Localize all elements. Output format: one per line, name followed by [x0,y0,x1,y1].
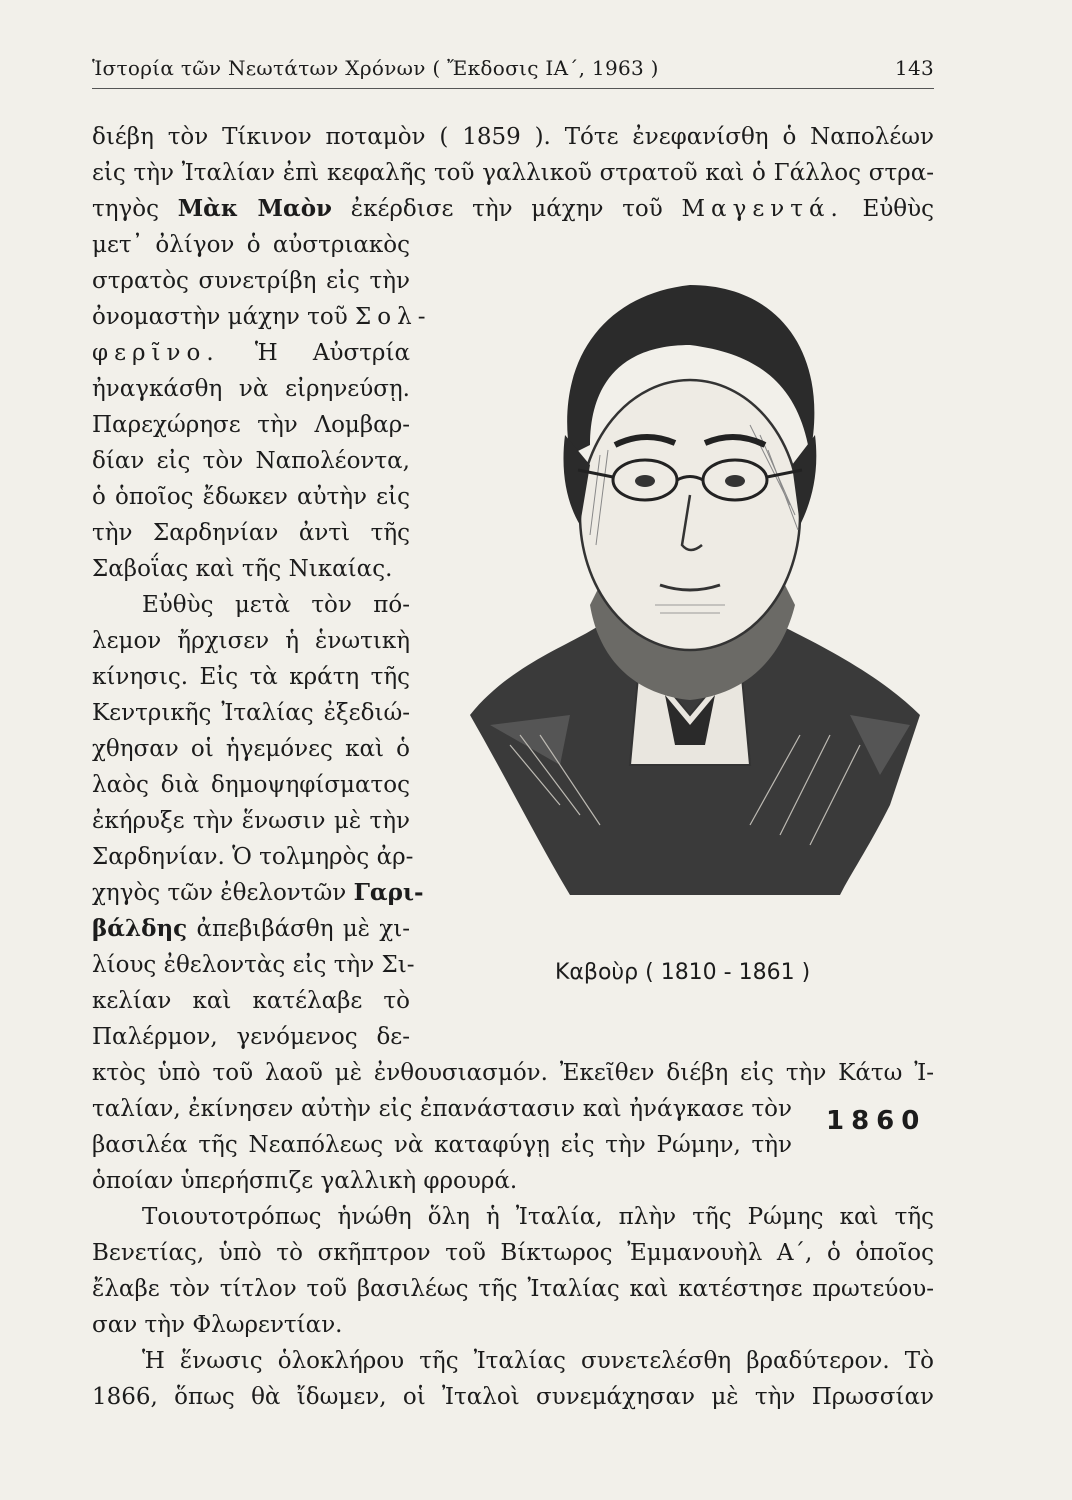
running-header [92,50,934,90]
text-line [92,876,424,910]
text-line: κίνησις. Εἰς τὰ κράτη τῆς [92,664,410,690]
header-rule [92,88,934,89]
text-line: 1866, ὅπως θὰ ἴδωμεν, οἱ Ἰταλοὶ συνεμάχησαν μὲ τὴν Πρωσσίαν [92,1384,934,1410]
text-line: ταλίαν, ἐκίνησεν αὐτὴν εἰς ἐπανάστασιν καὶ ἠνάγκασε τὸν [92,1096,792,1122]
text-line: Ἡ ἕνωσις ὁλοκλήρου τῆς Ἰταλίας συνετελέσθη βραδύτερον. Τὸ [142,1348,934,1374]
text-line [92,192,934,226]
margin-year-note: 1860 [826,1106,927,1136]
text-line [92,912,410,946]
text-run: τηγὸς [92,196,159,222]
text-line [92,336,410,370]
text-line: Παλέρμον, γενόμενος δε- [92,1024,410,1050]
text-line: Βενετίας, ὑπὸ τὸ σκῆπτρον τοῦ Βίκτωρος Ἐμμανουὴλ Α΄, ὁ ὁποῖος [92,1240,934,1266]
text-line: Κεντρικῆς Ἰταλίας ἐξεδιώ- [92,700,410,726]
text-line: ἐκήρυξε τὴν ἕνωσιν μὲ τὴν [92,808,410,834]
text-line: δίαν εἰς τὸν Ναπολέοντα, [92,448,410,474]
text-line: ὁποίαν ὑπερήσπιζε γαλλικὴ φρουρά. [92,1168,518,1194]
spaced-place-name: Μαγεντά. [681,196,844,222]
running-title: Ἱστορία τῶν Νεωτάτων Χρόνων ( Ἔκδοσις ΙΑ΄, 1963 ) [92,56,659,80]
text-line: στρατὸς συνετρίβη εἰς τὴν [92,268,410,294]
text-line: βασιλέα τῆς Νεαπόλεως νὰ καταφύγῃ εἰς τὴν Ρώμην, τὴν [92,1132,792,1158]
text-line: Σαβοΐας καὶ τῆς Νικαίας. [92,556,393,582]
spaced-place-name: Σολ- [355,304,432,330]
text-line: ὁ ὁποῖος ἔδωκεν αὐτὴν εἰς [92,484,410,510]
text-run: Ἡ Αὐστρία [254,340,411,366]
text-line: εἰς τὴν Ἰταλίαν ἐπὶ κεφαλῆς τοῦ γαλλικοῦ στρατοῦ καὶ ὁ Γάλλος στρα- [92,160,934,186]
text-line: Σαρδηνίαν. Ὁ τολμηρὸς ἀρ- [92,844,414,870]
text-line: Τοιουτοτρόπως ἡνώθη ὅλη ἡ Ἰταλία, πλὴν τῆς Ρώμης καὶ τῆς [142,1204,934,1230]
text-line: μετ᾽ ὀλίγον ὁ αὐστριακὸς [92,232,410,258]
text-run: χηγὸς τῶν ἐθελοντῶν [92,880,347,906]
text-line: ἠναγκάσθη νὰ εἰρηνεύσῃ. [92,376,410,402]
text-line: κελίαν καὶ κατέλαβε τὸ [92,988,410,1014]
text-run: ἐκέρδισε τὴν μάχην τοῦ [350,196,663,222]
text-run: ἀπεβιβάσθη μὲ χι- [196,916,410,942]
spaced-place-name: φερῖνο. [92,340,220,366]
text-line: ἔλαβε τὸν τίτλον τοῦ βασιλέως τῆς Ἰταλίας καὶ κατέστησε πρωτεύου- [92,1276,934,1302]
text-run: ὀνομαστὴν μάχην τοῦ [92,304,348,330]
text-line: σαν τὴν Φλωρεντίαν. [92,1312,343,1338]
text-line: Παρεχώρησε τὴν Λομβαρ- [92,412,410,438]
text-line: λίους ἐθελοντὰς εἰς τὴν Σι- [92,952,415,978]
bold-name-garibaldi: Γαρι- [353,879,424,906]
text-line: λεμον ἤρχισεν ἡ ἑνωτικὴ [92,628,410,654]
text-line: κτὸς ὑπὸ τοῦ λαοῦ μὲ ἐνθουσιασμόν. Ἐκεῖθεν διέβη εἰς τὴν Κάτω Ἰ- [92,1060,934,1086]
bold-name-garibaldi: βάλδης [92,915,188,942]
figure-caption: Καβοὺρ ( 1810 - 1861 ) [555,960,811,985]
portrait-engraving [450,245,930,900]
text-run: Εὐθὺς [862,196,935,222]
text-line: διέβη τὸν Τίκινον ποταμὸν ( 1859 ). Τότε ἐνεφανίσθη ὁ Ναπολέων [92,124,934,150]
text-line: χθησαν οἱ ἡγεμόνες καὶ ὁ [92,736,410,762]
text-line: τὴν Σαρδηνίαν ἀντὶ τῆς [92,520,410,546]
text-line [92,300,432,334]
bold-name-mac-mahon: Μὰκ Μαὸν [177,195,332,222]
face [580,380,800,650]
text-line: Εὐθὺς μετὰ τὸν πό- [142,592,410,618]
text-line: λαὸς διὰ δημοψηφίσματος [92,772,410,798]
page-number: 143 [894,56,934,80]
